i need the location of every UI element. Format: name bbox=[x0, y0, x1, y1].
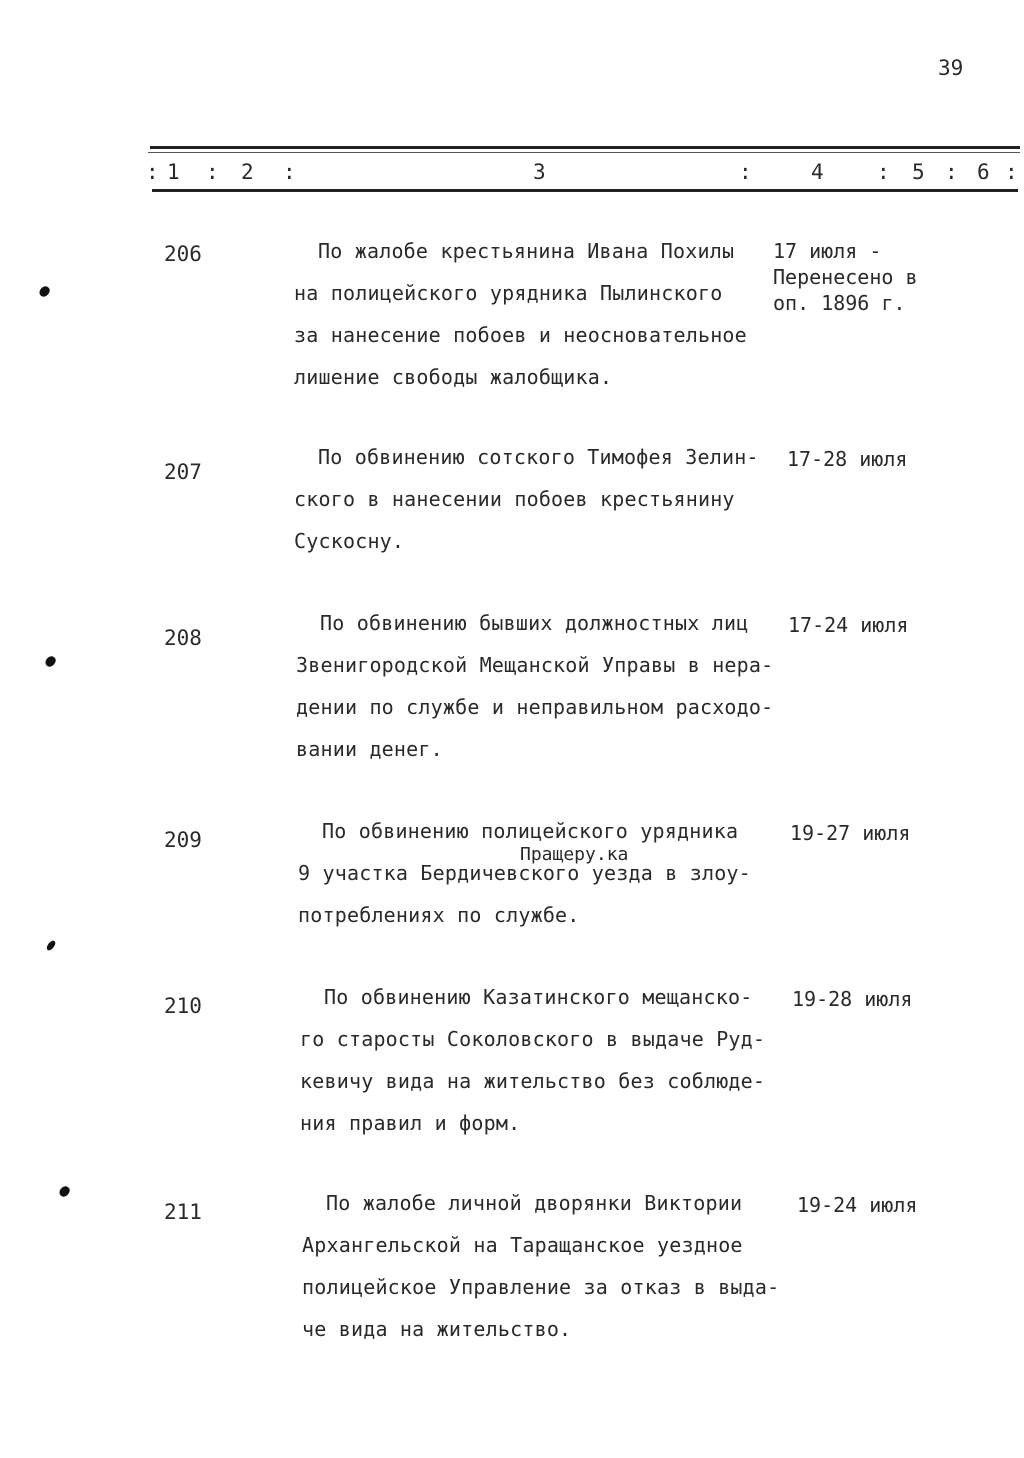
entry-date bbox=[787, 446, 907, 472]
header-top-rule bbox=[150, 146, 1020, 149]
description-line: го старосты Соколовского в выдаче Руд- bbox=[300, 1027, 766, 1051]
entry-number: 206 bbox=[164, 242, 202, 266]
description-line: че вида на жительство. bbox=[302, 1317, 572, 1341]
column-header-3: 3 bbox=[533, 160, 546, 184]
description-line: за нанесение побоев и неосновательное bbox=[294, 323, 747, 347]
entry-number: 211 bbox=[164, 1200, 202, 1224]
description-line: вании денег. bbox=[296, 737, 443, 761]
entry-number: 209 bbox=[164, 828, 202, 852]
entry-description bbox=[300, 976, 765, 1144]
date-line: 17-24 июля bbox=[788, 613, 909, 637]
entry-description bbox=[298, 810, 751, 936]
description-line: ского в нанесении побоев крестьянину bbox=[294, 487, 735, 511]
column-header-1: 1 bbox=[167, 160, 180, 184]
description-line: полицейское Управление за отказ в выда- bbox=[302, 1275, 780, 1299]
handwritten-insertion: Пращеру.ка bbox=[520, 844, 629, 865]
header-top-rule-thin bbox=[148, 152, 1020, 153]
entry-date bbox=[773, 238, 918, 316]
entry-date bbox=[797, 1192, 917, 1218]
date-line: 19-24 июля bbox=[797, 1193, 918, 1217]
entry-date bbox=[788, 612, 908, 638]
column-separator: : bbox=[146, 160, 159, 184]
description-line: Сускосну. bbox=[294, 529, 405, 553]
date-line: 19-27 июля bbox=[790, 821, 911, 845]
description-line: По жалобе личной дворянки Виктории bbox=[326, 1191, 743, 1215]
entry-number: 207 bbox=[164, 460, 202, 484]
description-line: По обвинению Казатинского мещанско- bbox=[324, 985, 753, 1009]
entry-description bbox=[296, 602, 773, 770]
binding-hole-mark bbox=[44, 654, 58, 668]
date-line: 19-28 июля bbox=[792, 987, 913, 1011]
description-line: По жалобе крестьянина Ивана Похилы bbox=[318, 239, 735, 263]
description-line: лишение свободы жалобщика. bbox=[294, 365, 613, 389]
description-line: По обвинению бывших должностных лиц bbox=[320, 611, 749, 635]
column-separator: : bbox=[283, 160, 296, 184]
binding-hole-mark bbox=[45, 939, 56, 951]
description-line: потреблениях по службе. bbox=[298, 903, 580, 927]
description-line: По обвинению полицейского урядника bbox=[322, 819, 739, 843]
date-line: 17-28 июля bbox=[787, 447, 908, 471]
column-header-5: 5 bbox=[912, 160, 925, 184]
date-line: 17 июля - bbox=[773, 239, 882, 263]
column-header-2: 2 bbox=[241, 160, 254, 184]
entry-description bbox=[294, 436, 759, 562]
description-line: 9 участка Бердичевского уезда в злоу- bbox=[298, 861, 751, 885]
entry-description bbox=[302, 1182, 779, 1350]
entry-date bbox=[792, 986, 912, 1012]
description-line: Звенигородской Мещанской Управы в нера- bbox=[296, 653, 774, 677]
column-separator: : bbox=[739, 160, 752, 184]
entry-number: 210 bbox=[164, 994, 202, 1018]
column-separator: : bbox=[945, 160, 958, 184]
entry-description bbox=[294, 230, 747, 398]
column-separator: : bbox=[877, 160, 890, 184]
table-header bbox=[0, 160, 1024, 188]
column-separator: : bbox=[1005, 160, 1018, 184]
entry-date bbox=[790, 820, 910, 846]
column-header-4: 4 bbox=[811, 160, 824, 184]
date-line: оп. 1896 г. bbox=[773, 291, 906, 315]
date-line: Перенесено в bbox=[773, 265, 918, 289]
header-bottom-rule bbox=[152, 189, 1018, 192]
binding-hole-mark bbox=[58, 1184, 72, 1198]
description-line: на полицейского урядника Пылинского bbox=[294, 281, 723, 305]
page-number: 39 bbox=[938, 56, 964, 80]
description-line: ния правил и форм. bbox=[300, 1111, 521, 1135]
entry-number: 208 bbox=[164, 626, 202, 650]
description-line: дении по службе и неправильном расходо- bbox=[296, 695, 774, 719]
column-separator: : bbox=[206, 160, 219, 184]
description-line: Архангельской на Таращанское уездное bbox=[302, 1233, 743, 1257]
description-line: По обвинению сотского Тимофея Зелин- bbox=[318, 445, 759, 469]
column-header-6: 6 bbox=[977, 160, 990, 184]
description-line: кевичу вида на жительство без соблюде- bbox=[300, 1069, 766, 1093]
binding-hole-mark bbox=[38, 284, 52, 298]
